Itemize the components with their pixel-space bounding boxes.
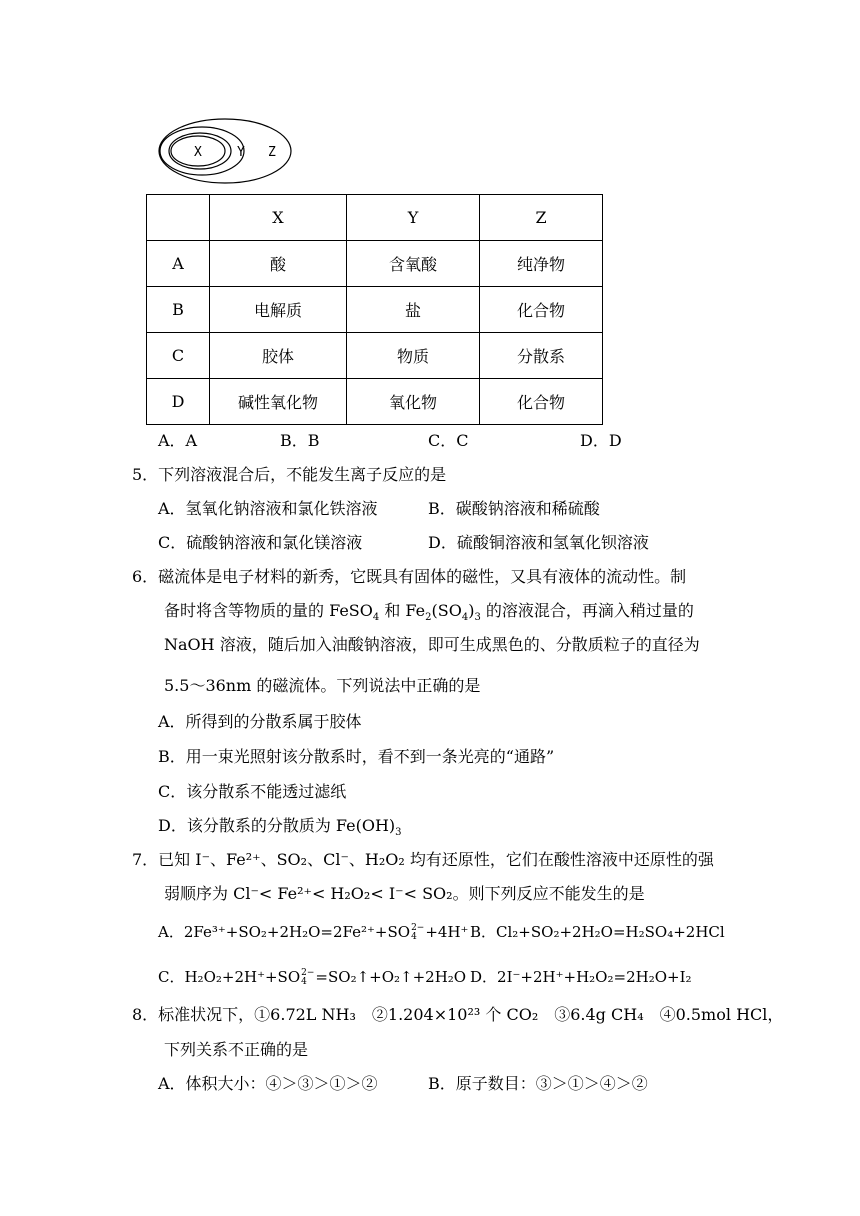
q6-option-a: A．所得到的分散系属于胶体 (158, 712, 362, 731)
q6-option-c: C．该分散系不能透过滤纸 (158, 782, 347, 801)
classification-table (146, 194, 603, 425)
q5-stem: 5．下列溶液混合后，不能发生离子反应的是 (132, 465, 447, 484)
q6-line-3: NaOH 溶液，随后加入油酸钠溶液，即可生成黑色的、分散质粒子的直径为 (164, 635, 700, 654)
q6-line-4: 5.5～36nm 的磁流体。下列说法中正确的是 (164, 676, 481, 695)
q5-option-c: C．硫酸钠溶液和氯化镁溶液 (158, 533, 363, 552)
q4-option-b: B．B (280, 431, 320, 450)
q6-option-b: B．用一束光照射该分散系时，看不到一条光亮的“通路” (158, 747, 555, 766)
q5-option-b: B．碳酸钠溶液和稀硫酸 (428, 499, 600, 518)
q4-option-a: A．A (158, 431, 198, 450)
table-cell: C (147, 333, 210, 379)
table-cell: 碱性氧化物 (210, 379, 347, 425)
table-cell: Z (480, 195, 603, 241)
table-cell: Y (347, 195, 480, 241)
q8-line-1: 8．标准状况下，①6.72L NH₃ ②1.204×10²³ 个 CO₂ ③6.4g CH₄ ④0.5mol HCl， (132, 1005, 784, 1024)
table-cell: D (147, 379, 210, 425)
q7-option-d: D．2I⁻+2H⁺+H₂O₂=2H₂O+I₂ (470, 968, 692, 986)
q4-option-d: D．D (580, 431, 622, 450)
table-row (147, 195, 603, 241)
q7-option-a: A．2Fe³⁺+SO₂+2H₂O=2Fe²⁺+SO 2− 4 +4H⁺ (158, 923, 469, 942)
q6-line-1: 6．磁流体是电子材料的新秀，它既具有固体的磁性，又具有液体的流动性。制 (132, 567, 687, 586)
q7-option-b: B．Cl₂+SO₂+2H₂O=H₂SO₄+2HCl (470, 923, 725, 941)
diagram-label-y: Y (237, 145, 245, 160)
sulfate-charge: 2− 4 (301, 968, 315, 987)
diagram-label-x: X (194, 145, 202, 160)
table-row (147, 241, 603, 287)
q7-line-2: 弱顺序为 Cl⁻< Fe²⁺< H₂O₂< I⁻< SO₂。则下列反应不能发生的是 (164, 884, 645, 903)
table-cell: 分散系 (480, 333, 603, 379)
q4-option-c: C．C (428, 431, 469, 450)
table-cell: 物质 (347, 333, 480, 379)
q7-line-1: 7．已知 I⁻、Fe²⁺、SO₂、Cl⁻、H₂O₂ 均有还原性，它们在酸性溶液中还原性的强 (132, 850, 714, 869)
table-cell: X (210, 195, 347, 241)
q6-option-d: D．该分散系的分散质为 $Fe(OH)_3$ (158, 816, 402, 839)
table-row (147, 333, 603, 379)
q8-option-a: A．体积大小：④＞③＞①＞② (158, 1074, 378, 1093)
table-cell (147, 195, 210, 241)
table-cell: 酸 (210, 241, 347, 287)
table-cell: 含氧酸 (347, 241, 480, 287)
q5-option-d: D．硫酸铜溶液和氢氧化钡溶液 (428, 533, 649, 552)
table-cell: 化合物 (480, 379, 603, 425)
table-cell: 纯净物 (480, 241, 603, 287)
table-cell: 氧化物 (347, 379, 480, 425)
table-row (147, 379, 603, 425)
table-row (147, 287, 603, 333)
table-cell: 电解质 (210, 287, 347, 333)
q5-option-a: A．氢氧化钠溶液和氯化铁溶液 (158, 499, 378, 518)
table-cell: 胶体 (210, 333, 347, 379)
table-cell: A (147, 241, 210, 287)
table-cell: 化合物 (480, 287, 603, 333)
table-cell: 盐 (347, 287, 480, 333)
sulfate-charge: 2− 4 (411, 923, 425, 942)
table-cell: B (147, 287, 210, 333)
diagram-label-z: Z (268, 145, 276, 160)
q8-line-2: 下列关系不正确的是 (164, 1040, 309, 1059)
q7-option-c: C．H₂O₂+2H⁺+SO 2− 4 =SO₂↑+O₂↑+2H₂O (158, 968, 467, 987)
euler-diagram (156, 117, 296, 187)
q6-line-2: 备时将含等物质的量的 FeSO$_4$ 和 $Fe_2(SO_4)_3$ 的溶液混合，再滴入稍过量的 (164, 601, 694, 624)
q8-option-b: B．原子数目：③＞①＞④＞② (428, 1074, 648, 1093)
